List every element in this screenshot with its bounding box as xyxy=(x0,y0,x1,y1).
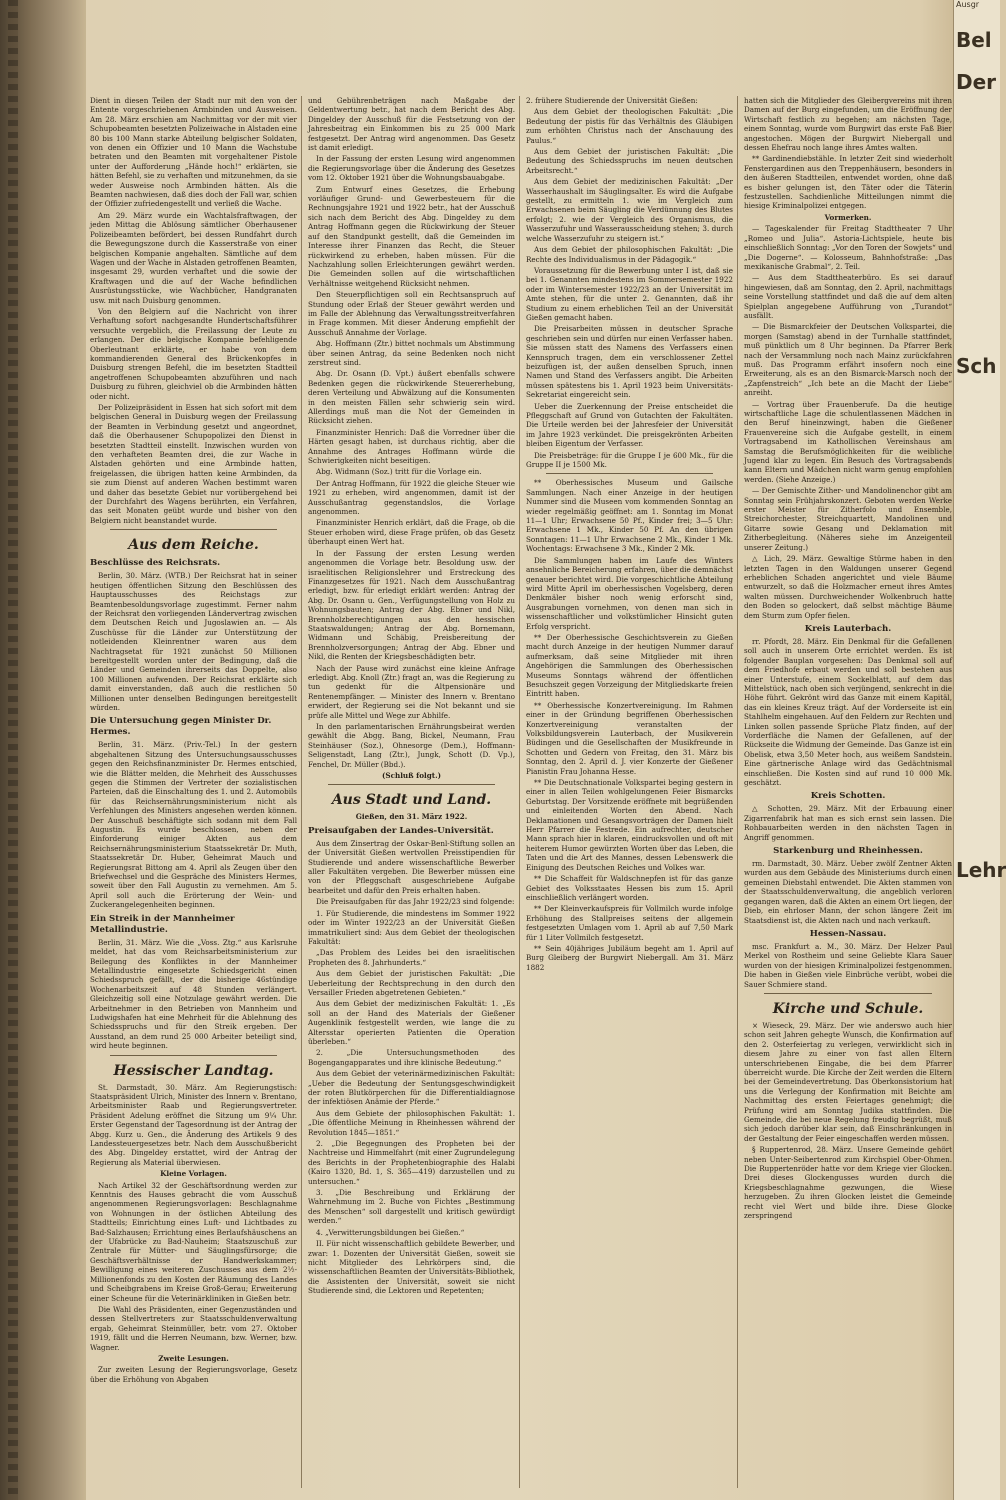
article-heading: Beschlüsse des Reichsrats. xyxy=(90,558,221,569)
article-paragraph: Voraussetzung für die Bewerbung unter I ist, daß sie bei 1. Genannten mindestens im Sommersemester 1922 oder im Wintersemester 1922/23 an der Universität im Amte stehen, für die unter 2. Genannten, daß ihr Studium zu einem erheblichen Teil an der Universität Gießen gemacht haben. xyxy=(526,265,733,322)
article-paragraph: msc. Frankfurt a. M., 30. März. Der Helzer Paul Merkel von Rostheim und seine Geliebte Klara Sauer wurden von der hiesigen Kriminalpolizei festgenommen. Die haben in Gießen viele Einbrüche verübt, wobei die Sauer Schmiere stand. xyxy=(744,941,952,989)
article-paragraph: △ Schotten, 29. März. Mit der Erbauung einer Zigarrenfabrik hat man es sich ernst sein lassen. Die Rohbauarbeiten werden in den nächsten Tagen in Angriff genommen. xyxy=(744,804,952,842)
divider xyxy=(110,1055,277,1056)
article-paragraph: Abg. Hoffmann (Ztr.) bittet nochmals um Abstimmung über seinen Antrag, da seine Bedenken noch nicht zerstreut sind. xyxy=(308,339,515,367)
article-heading: Kreis Schotten. xyxy=(810,791,886,802)
section-heading-stadt: Aus Stadt und Land. xyxy=(331,792,492,809)
column-4 xyxy=(744,96,956,1488)
divider xyxy=(110,529,277,530)
article-paragraph: Nach der Pause wird zunächst eine kleine Anfrage erledigt. Abg. Knoll (Ztr.) fragt an, was die Regierung zu tun gedenkt für die Altpensionäre und Rentenempfänger. — Minister des Innern v. Brentano erwidert, der Regierung sei die Not bekannt und sie prüfe alle Mittel und Wege zur Abhilfe. xyxy=(308,663,515,720)
article-paragraph: — Tageskalender für Freitag Stadttheater 7 Uhr „Romeo und Julia“. Astoria-Lichtspiele, heute bis einschließlich Sonntag: „Vor den Toren der Sowjets“ und „Die Dogerne“. — Kolosseum, Bahnhofstraße: „Das mexikanische Grabmal“, 2. Teil. xyxy=(744,224,952,271)
article-paragraph: Finanzminister Henrich: Daß die Vorredner über die Härten gesagt haben, ist durchaus richtig, aber die Annahme des Antrages Hoffmann würde die Schwierigkeiten nicht beseitigen. xyxy=(308,427,515,466)
article-paragraph: Die Preisaufgaben für das Jahr 1922/23 sind folgende: xyxy=(316,897,515,907)
article-paragraph: — Die Bismarckfeier der Deutschen Volkspartei, die morgen (Samstag) abend in der Turnhalle stattfindet, muß pünktlich um 8 Uhr beginnen. Da Pfarrer Berk nach der Versammlung noch nach Mainz zurückfahren muß. Das Programm erfährt insofern noch eine Erweiterung, als es an den Bismarck-Marsch noch der „Zapfenstreich“ „Ich bete an die Macht der Liebe“ anreiht. xyxy=(744,322,952,398)
article-paragraph: In den parlamentarischen Ernährungsbeirat werden gewählt die Abgg. Bang, Bickel, Neumann, Frau Steinhäuser (Soz.), Ohnesorge (Dem.), Hoffmann-Seligenstadt, Lang (Ztr.), Jungk, Schott (D. Vp.), Fenchel, Dr. Müller (Bbd.). xyxy=(308,722,515,769)
article-paragraph: ** Der Kleinverkaufspreis für Vollmilch wurde infolge Erhöhung des Stallpreises seitens der allgemein festgesetzten Umlagen vom 1. April ab auf 7,50 Mark für 1 Liter Vollmilch festgesetzt. xyxy=(526,904,733,942)
divider xyxy=(764,993,932,994)
article-paragraph: × Wieseck, 29. März. Der wie anderswo auch hier schon seit Jahren gehegte Wunsch, die Konfirmation auf den 2. Osterfeiertag zu verlegen, verwirklicht sich in diesem Jahre zu einer von fast allen Eltern unterschriebenen Eingabe, die bei dem Pfarrer überreicht wurde. Die Kirche der Zeit werden die Eltern bei der Gemeindevertretung. Das Oberkonsistorium hat uns die Verlegung der Konfirmation mit Beichte am Nachmittag des ersten Feiertages genehmigt; die Prüfung wird am Sonntag Judika stattfinden. Die Gemeinde, die bei neue Regelung freudig begrüßt, muß sich jedoch darüber klar sein, daß Einschränkungen in der Gestaltung der Feier eingeschaffen werden müssen. xyxy=(744,1020,952,1143)
section-heading-reich: Aus dem Reiche. xyxy=(128,537,259,554)
article-paragraph: Der Antrag Hoffmann, für 1922 die gleiche Steuer wie 1921 zu erheben, wird angenommen, damit ist der Ausschußantrag gegenstandslos, die Vorlage angenommen. xyxy=(308,478,515,517)
article-paragraph: ** Die Deutschnationale Volkspartei beging gestern in einer in allen Teilen wohlgelungenen Feier Bismarcks Geburtstag. Der Vorsitzende eröffnete mit begrüßenden und einleitenden Worten den Abend. Nach Deklamationen und Gesangsvorträgen der Damen hielt Herr Pfarrer die Festrede. Ein aufrechter, deutscher Mann sprach hier in klaren, eindrucksvollen und oft mit heiterem Humor gewürzten Worten über das Leben, die Taten und die Art des Mannes, dessen Lebenswerk die Einigung des Deutschen Reiches und Volkes war. xyxy=(526,778,733,872)
section-heading-kirche: Kirche und Schule. xyxy=(772,1000,924,1017)
article-paragraph: ** Der Oberhessische Geschichtsverein zu Gießen macht durch Anzeige in der heutigen Nummer darauf aufmerksam, daß seine Mitglieder mit ihren Angehörigen die Sammlungen des Oberhessischen Museums Sonntags während der öffentlichen Besuchszeit gegen Vorzeigung der Mitgliedskarte freien Eintritt haben. xyxy=(526,632,733,699)
subheading: Kleine Vorlagen. xyxy=(160,1169,227,1179)
article-heading: Preisaufgaben der Landes-Universität. xyxy=(308,825,494,836)
article-paragraph: Dient in diesen Teilen der Stadt nur mit den von der Entente vorgeschriebenen Armbinden und Ausweisen. Am 28. März erschien am Nachmittag vor der mit vier Schupobeamten besetzten Polizeiwache in Alstaden eine 80 bis 100 Mann starke Abteilung belgischer Soldaten, von denen ein Offizier und 10 Mann die Wachstube betraten und den Beamten mit vorgehaltener Pistole unter der Aufforderung „Hände hoch!“ erklärten, sie hätten Befehl, sie zu verhaften und mitzunehmen, da sie weder Ausweise noch Armbinden hätten. Als die Beamten nachwiesen, daß dies doch der Fall war, schien der Offizier zufriedengestellt und verließ die Wache. xyxy=(90,96,297,209)
article-paragraph: 2. „Die Begegnungen des Propheten bei der Nachtreise und Himmelfahrt (mit einer Zugrundelegung des Berichts in der Prophetenbiographie des Halabi (Kairo 1320, Bd. 1, S. 365—419) darzustellen und zu untersuchen.“ xyxy=(308,1139,515,1186)
article-heading: Ein Streik in der Mannheimer Metallindustrie. xyxy=(90,913,235,935)
article-paragraph: Von den Belgiern auf die Nachricht von ihrer Verhaftung sofort nachgesandte Hundertschaftsführer versuchte vergeblich, die Freilassung der Leute zu erlangen. Der die belgische Kompanie befehligende Oberleutnant erklärte, er habe von dem kommandierenden General des Brückenkopfes in Duisburg strengen Befehl, die im besetzten Stadtteil angetroffenen Schupobeamten abzuführen und nach Duisburg zu führen, gleichviel ob die Armbinden hätten oder nicht. xyxy=(90,306,297,401)
edge-fragment: Bel xyxy=(956,28,992,52)
article-paragraph: Ueber die Zuerkennung der Preise entscheidet die Pfleggschaft auf Grund von Gutachten der Fakultäten. Die Urteile werden bei der Jahresfeier der Universität im Jahre 1923 verkündet. Die preisgekrönten Arbeiten bleiben Eigentum der Verfasser. xyxy=(526,401,733,449)
column-1 xyxy=(90,96,302,1488)
column-3 xyxy=(526,96,738,1488)
edge-fragment: Der xyxy=(956,70,997,94)
article-paragraph: II. Für nicht wissenschaftlich gebildete Bewerber, und zwar: 1. Dozenten der Universität Gießen, soweit sie nicht Mitglieder des Lehrkörpers sind, die wissenschaftlichen Beamten der Universitäts-Bibliothek, die Assistenten der Universität, soweit sie nicht Studierende sind, die Lektoren und Repetenten; xyxy=(308,1239,515,1296)
subheading: Vormerken. xyxy=(824,212,872,222)
article-paragraph: Aus dem Gebiet der juristischen Fakultät: „Die Ueberleitung der Rechtsprechung in den durch den Versailler Frieden abgetretenen Gebieten.“ xyxy=(308,969,515,997)
article-paragraph: ** Oberhessisches Museum und Gailsche Sammlungen. Nach einer Anzeige in der heutigen Nummer sind die Museen vom kommenden Sonntag an wieder regelmäßig geöffnet: am 1. Sonntag im Monat 11—1 Uhr; Erwachsene 50 Pf., Kinder frei; 3—5 Uhr: Erwachsene 1 Mk., Kinder 50 Pf. An den übrigen Sonntagen: 11—1 Uhr Erwachsene 2 Mk., Kinder 1 Mk. Wochentags: Erwachsene 3 Mk., Kinder 2 Mk. xyxy=(526,478,733,554)
edge-fragment: Ausgr xyxy=(956,0,980,9)
article-paragraph: Aus dem Gebiet der philosophischen Fakultät: „Die Rechte des Individualismus in der Pädagogik.“ xyxy=(526,245,733,264)
article-paragraph: Aus dem Gebiet der medizinischen Fakultät: 1. „Es soll an der Hand des Materials der Gießener Augenklinik festgestellt werden, wie lange die zu Altersstar operierten Patienten die Operation überleben.“ xyxy=(308,999,515,1046)
article-paragraph: St. Darmstadt, 30. März. Am Regierungstisch: Staatspräsident Ulrich, Minister des Innern v. Brentano, Arbeitsminister Raab und Regierungsvertreter. Präsident Adelung eröffnet die Sitzung um 9¼ Uhr. Erster Gegenstand der Tagesordnung ist der Antrag der Abgg. Kurz u. Gen., die Änderung des Artikels 9 des Landessteuergesetzes betr. Nach dem Ausschußbericht des Abg. Dingeldey erstattet, wird der Antrag der Regierung als Material überwiesen. xyxy=(90,1082,297,1167)
article-paragraph: rm. Darmstadt, 30. März. Ueber zwölf Zentner Akten wurden aus dem Gebäude des Ministeriums durch einen gemeinen Diebstahl entwendet. Die Akten stammen von der Staatsschuldenverwaltung, die angeblich verloren gegangen waren, daß die Akten an einem Ort liegen, der Dieb, ein ehrloser Mann, der schon längere Zeit im Staatsdienst ist, die Akten nach und nach verkauft. xyxy=(744,859,952,925)
article-paragraph: — Der Gemischte Zither- und Mandolinenchor gibt am Sonntag sein Frühjahrskonzert. Geboten werden Werke erster Meister für Zitherfolo und Ensemble, Streichorchester, Streichquartett, Mandolinen und Gitarre sowie Gesang und Deklamation mit Zitherbegleitung. (Näheres siehe im Anzeigenteil unserer Zeitung.) xyxy=(744,486,952,552)
article-paragraph: Aus dem Gebiet der veterinärmedizinischen Fakultät: „Ueber die Bedeutung der Sentungsgeschwindigkeit der roten Blutkörperchen für die Differentialdiagnose der infektiösen Anämie der Pferde.“ xyxy=(308,1069,515,1107)
newspaper-columns xyxy=(90,96,958,1488)
article-paragraph: Die Sammlungen haben im Laufe des Winters ansehnliche Bereicherung erfahren, über die demnächst genauer berichtet wird. Die vorgeschichtliche Abteilung wird Mitte April im oberhessischen Vogelsberg, deren Denkmäler bisher noch wenig erforscht sind, Ausgrabungen vornehmen, von denen man sich in wissenschaftlicher und volkstümlicher Hinsicht guten Erfolg verspricht. xyxy=(526,555,733,631)
article-paragraph: Der Polizeipräsident in Essen hat sich sofort mit dem belgischen General in Duisburg wegen der Freilassung der Beamten in Verbindung gesetzt und angeordnet, daß die Oberhausener Schupopolizei den Dienst in besetzten Stadtteil einstellt. Inzwischen wurden von den verhafteten Beamten drei, die zur Wache in Alstaden gehörten und eine Armbinde hatten, freigelassen, die übrigen hatten keine Armbinden, da sie zum Dienst auf anderen Wachen bestimmt waren und daher das besetzte Gebiet nur vorübergehend bei der Durchfahrt des Wagens berührten, ein Verfahren, das seit Monaten geübt wurde und bisher von den Belgiern nicht beanstandet wurde. xyxy=(90,403,297,525)
article-paragraph: ** Oberhessische Konzertvereinigung. Im Rahmen einer in der Gründung begriffenen Oberhessischen Konzertvereinigung veranstalten der Volksbildungsverein Lauterbach, der Musikverein Büdingen und die Gesellschaften der Musikfreunde in Schotten und Gedern von Freitag, den 31. März bis Sonntag, den 2. April d. J. vier Konzerte der Gießener Pianistin Frau Johanna Hesse. xyxy=(526,700,733,776)
article-paragraph: Die Preisbeträge: für die Gruppe I je 600 Mk., für die Gruppe II je 1500 Mk. xyxy=(526,450,733,470)
edge-fragment: Sch xyxy=(956,354,997,378)
article-paragraph: Abg. Dr. Osann (D. Vpt.) äußert ebenfalls schwere Bedenken gegen die rückwirkende Steuererhebung, deren Verteilung und Abwälzung auf die Konsumenten in den meisten Fällen sehr schwierig sein wird. Allerdings muß man die Not der Gemeinden in Rücksicht ziehen. xyxy=(308,369,515,426)
article-heading: Hessen-Nassau. xyxy=(809,928,887,939)
article-paragraph: Zur zweiten Lesung der Regierungsvorlage, Gesetz über die Erhöhung von Abgaben xyxy=(90,1365,297,1384)
article-paragraph: Abg. Widmann (Soz.) tritt für die Vorlage ein. xyxy=(316,467,482,477)
article-paragraph: 2. frühere Studierende der Universität Gießen: xyxy=(526,96,698,105)
divider xyxy=(546,473,713,474)
article-paragraph: 2. „Die Untersuchungsmethoden des Bogengangapparates und ihre klinische Bedeutung.“ xyxy=(308,1048,515,1067)
section-heading-landtag: Hessischer Landtag. xyxy=(113,1062,274,1079)
article-paragraph: Aus dem Gebiete der philosophischen Fakultät: 1. „Die öffentliche Meinung in Rheinhessen während der Revolution 1845—1851.“ xyxy=(308,1108,515,1137)
edge-fragment: Lehr xyxy=(956,858,1006,882)
article-paragraph: Finanzminister Henrich erklärt, daß die Frage, ob die Steuer erhoben wird, diese Frage prüfen, ob das Gesetz überhaupt einen Wert hat. xyxy=(308,518,515,547)
article-paragraph: △ Lich, 29. März. Gewaltige Stürme haben in den letzten Tagen in den Waldungen unserer Gegend erheblichen Schaden angerichtet und viele Bäume entwurzelt, so daß die Holzmacher erneut ihres Amtes walten müssen. Durchweichender Wolkenbruch hatte den Boden so gelockert, daß selbst mächtige Bäume dem Sturm zum Opfer fielen. xyxy=(744,554,952,620)
column-2 xyxy=(308,96,520,1488)
article-paragraph: Aus dem Gebiet der theologischen Fakultät: „Die Bedeutung der pistis für das Verhältnis des Gläubigen zum erhöhten Christus nach der Anschauung des Paulus.“ xyxy=(526,107,733,145)
article-paragraph: § Ruppertenrod, 28. März. Unsere Gemeinde gehört neben Unter-Seibertenrod zum Kirchspiel Ober-Ohmen. Die Ruppertenröder hatte vor dem Kriege vier Glocken. Drei dieses Glockengusses wurden durch die Kriegsbeschlagnahme gezwungen, die Wiese herzugeben. Zu ihren Glocken leistet die Gemeinde recht viel Wert und bilde ihre. Diese Glocke zerspringend xyxy=(744,1145,952,1221)
article-paragraph: Aus dem Zinsertrag der Oskar-Benl-Stiftung sollen an der Universität Gießen wertvollen Preisstipendien für Studierende und andere wissenschaftliche Bewerber aller Fakultäten vergeben. Die Bewerber müssen eine von der Pfleggschaft ausgeschriebene Aufgabe bearbeitet und dafür den Preis erhalten haben. xyxy=(308,838,515,895)
article-paragraph: ** Sein 40jähriges Jubiläum begeht am 1. April auf Burg Gleiberg der Burgwirt Niebergall. Am 31. März 1882 xyxy=(526,943,733,972)
article-paragraph: Berlin, 31. März. Wie die „Voss. Ztg.“ aus Karlsruhe meldet, hat das vom Reichsarbeitsministerium zur Beilegung des Konfliktes in der Mannheimer Metallindustrie eingesetzte Schiedsgericht einen Schiedsspruch gefällt, der die bisherige 46stündige Wochenarbeitszeit auf 48 Stunden verlängert. Gleichzeitig soll eine Notzulage gewährt werden. Die Arbeitnehmer in den Betrieben von Mannheim und Ludwigshafen hat eine Mehrheit für die Ablehnung des Schiedsspruchs und für den Streik ergeben. Der Ausstand, an dem rund 25 000 Arbeiter beteiligt sind, wird heute beginnen. xyxy=(90,937,297,1051)
article-paragraph: Zum Entwurf eines Gesetzes, die Erhebung vorläufiger Grund- und Gewerbesteuern für die Rechnungsjahre 1921 und 1922 betr., hat der Ausschuß sich nach dem Bericht des Abg. Dingeldey zu dem Antrag Hoffmann gegen die Rückwirkung der Steuer auf den Standpunkt gestellt, daß die Gemeinden im Interesse ihrer Finanzen das Recht, die Steuer rückwirkend zu erheben, haben müssen. Für die Nachzahlung sollen Erleichterungen gewährt werden. Die Gemeinden sollen auf die wirtschaftlichen Verhältnisse weitgehend Rücksicht nehmen. xyxy=(308,184,515,288)
article-paragraph: Berlin, 30. März. (WTB.) Der Reichsrat hat in seiner heutigen öffentlichen Sitzung den Beschlüssen des Hauptausschusses des Reichstags zur Beamtenbesoldungsvorlage zugestimmt. Ferner nahm der Reichsrat den vorliegenden Ländervertrag zwischen dem Deutschen Reich und Jugoslawien an. — Als Zuschüsse für die Länder zur Unterstützung der notleidenden Kleinrentner waren aus dem Nachtragsetat für 1921 zunächst 50 Millionen bereitgestellt worden unter der Bedingung, daß die Länder und Gemeinden ihrerseits das Doppelte, also 100 Millionen aufwenden. Der Reichsrat erklärte sich damit einverstanden, daß auch die restlichen 50 Millionen unter denselben Bedingungen bereitgestellt würden. xyxy=(90,571,297,712)
article-paragraph: ** Die Schaffeit für Waldschnepfen ist für das ganze Gebiet des Volksstaates Hessen bis zum 15. April einschließlich verlängert worden. xyxy=(526,874,733,902)
continuation-note: (Schluß folgt.) xyxy=(382,771,441,781)
subheading: Zweite Lesungen. xyxy=(158,1353,229,1363)
dateline: Gießen, den 31. März 1922. xyxy=(355,812,468,822)
article-paragraph: 3. „Die Beschreibung und Erklärung der Wahrnehmung im 2. Buche von Fichtes „Bestimmung des Menschen“ soll dargestellt und kritisch gewürdigt werden.“ xyxy=(308,1188,515,1226)
article-heading: Die Untersuchung gegen Minister Dr. Hermes. xyxy=(90,716,272,738)
article-paragraph: rr. Pfordt, 28. März. Ein Denkmal für die Gefallenen soll auch in unserem Orte errichtet werden. Es ist folgender Bauplan vorgesehen: Das Denkmal soll auf dem Friedhofe erbaut werden und soll bestehen aus einer Unterstufe, einem Sockelblatt, auf dem das Mittelstück, nach oben sich verjüngend, senkrecht in die Höhe führt. Gekrönt wird das Ganze mit einem Kapitäl, das ein kleines Kreuz trägt. Auf der Vorderseite ist ein Stahlhelm eingehauen. Auf den Feldern zur Rechten und Linken sollen passende Sprüche Platz finden, auf der Vorderfläche die Namen der Gefallenen, auf der Rückseite die Widmung der Gemeinde. Das Ganze ist ein Obelisk, etwa 3,50 Meter hoch, aus weißem Sandstein. Eine gärtnerische Anlage wird das Gedächtnismal einschließen. Die Kosten sind auf rund 10 000 Mk. geschätzt. xyxy=(744,636,952,788)
divider xyxy=(328,784,495,785)
article-paragraph: Aus dem Gebiet der juristischen Fakultät: „Die Bedeutung des Schiedsspruchs im neuen deutschen Arbeitsrecht.“ xyxy=(526,147,733,175)
article-heading: Kreis Lauterbach. xyxy=(804,623,892,634)
article-paragraph: und Gebührenbeträgen nach Maßgabe der Geldentwertung betr., hat nach dem Bericht des Abg. Dingeldey der Ausschuß für die Festsetzung von der Jahresbeitrag ein Einkommen bis zu 25 000 Mark festgesetzt. Der Antrag wird angenommen. Das Gesetz ist damit erledigt. xyxy=(308,96,515,153)
adjacent-page-edge xyxy=(953,0,1006,1500)
article-paragraph: Berlin, 31. März. (Priv.-Tel.) In der gestern abgehaltenen Sitzung des Untersuchungsausschusses gegen den Reichsfinanzminister Dr. Hermes entschied, wie die Blätter melden, die Mehrheit des Ausschusses gegen die Stimmen der Vertreter der sozialistischen Parteien, daß die Einschaltung des 1. und 2. Automobils für das Reichsernährungsministerium nicht als Verfehlungen des Ministers angesehen werden können. Der Ausschuß beschäftigte sich sodann mit dem Fall Augustin. Es wurde beschlossen, neben der Einforderung einiger Akten aus dem Reichsernährungsministerium Staatssekretär Dr. Muth, Staatssekretär Dr. Huber, Geheimrat Mauch und Regierungsrat Bittong am 4. April als Zeugen über den Briefwechsel und die Gespräche des Ministers Hermes, soweit über den Fall Augustin zu vernehmen. Am 5. April soll auch die Erörterung der Wein- und Zuckerangelegenheiten beginnen. xyxy=(90,740,297,910)
article-paragraph: — Vortrag über Frauenberufe. Da die heutige wirtschaftliche Lage die schulentlassenen Mädchen in den Beruf hineinzwingt, haben die Gießener Frauenvereine sich die Aufgabe gestellt, in einem Vortragsabend im Kathollischen Vereinshaus am Samstag die Berufsmöglichkeiten für die weibliche Jugend klar zu legen. Ein Besuch des Vortragsabends kann Eltern und Mädchen nicht warm genug empfohlen werden. (Siehe Anzeige.) xyxy=(744,399,952,484)
binding-strip xyxy=(8,0,18,1500)
article-paragraph: ** Gardinendiebstähle. In letzter Zeit sind wiederholt Fenstergardinen aus den Treppenhäusern, besonders in den äußeren Stadtteilen, entwendet worden, ohne daß es bisher gelungen ist, den Täter oder die Täterin festzustellen. Sachdienliche Mitteilungen nimmt die hiesige Kriminalpolizei entgegen. xyxy=(744,154,952,211)
article-paragraph: In der Fassung der ersten Lesung werden angenommen die Vorlage betr. Besoldung usw. der israelitischen Religionslehrer und Erstreckung des Finanzgesetzes für 1921. Nach dem Ausschußantrag erledigt, bzw. für erledigt erklärt werden: Antrag der Abg. Dr. Osann u. Gen., Verfügungstellung von Holz zu Wohnungsbauten; Antrag der Abg. Ebner und Nikl, Brennholzberechtigungen aus den hessischen Staatswaldungen; Antrag der Abg. Bornemann, Widmann und Schäbig, Preisbereitung der Brennholzversorgungen; Antrag der Abg. Ebner und Nikl, die Renten der Kriegsbeschädigten betr. xyxy=(308,548,515,662)
article-paragraph: hatten sich die Mitglieder des Gleibergvereins mit ihren Damen auf der Burg eingefunden, um die Eröffnung der Wirtschaft festlich zu begehen; am nächsten Tage, einem Sonntag, wurde vom Burgwirt das erste Faß Bier angestochen. Mögen der Burgwirt Niebergall und dessen Ehefrau noch lange ihres Amtes walten. xyxy=(744,96,952,153)
article-paragraph: 4. „Verwitterungsbildungen bei Gießen.“ xyxy=(316,1227,465,1237)
article-paragraph: — Aus dem Stadttheaterbüro. Es sei darauf hingewiesen, daß am Sonntag, den 2. April, nachmittags seine Vorstellung stattfindet und daß die auf dem alten Spielplan angegebene Aufführung von „Turandot“ ausfällt. xyxy=(744,273,952,320)
article-paragraph: Aus dem Gebiet der medizinischen Fakultät: „Der Wasserhaushalt im Säuglingsalter. Es wird die Aufgabe gestellt, zu ermitteln 1. wie im Vergleich zum Erwachsenen beim Säugling die Verdünnung des Blutes erfolgt; 2. wie der Vergleich des Organismus, die Wasserzufuhr und Wasserausscheidung stehen; 3. durch welche Wasserzufuhr zu steigern ist.“ xyxy=(526,177,733,243)
article-paragraph: Die Wahl des Präsidenten, einer Gegenzuständen und dessen Stellvertreters zur Staatsschuldenverwaltung ergab, Geheimrat Steinmüller, betr. vom 27. Oktober 1919, fällt und die Herren Neumann, bzw. Werner, bzw. Wagner. xyxy=(90,1304,297,1352)
article-paragraph: 1. Für Studierende, die mindestens im Sommer 1922 oder im Winter 1922/23 an der Universität Gießen immatrikuliert sind: Aus dem Gebiet der theologischen Fakultät: xyxy=(308,908,515,946)
article-paragraph: Die Preisarbeiten müssen in deutscher Sprache geschrieben sein und dürfen nur einen Verfasser haben. Sie müssen statt des Namens des Verfassers einen Kennspruch tragen, dem ein verschlossener Zettel beizufügen ist, der außen denselben Spruch, innen Namen und Stand des Verfassers angibt. Die Arbeiten müssen spätestens bis 1. April 1923 beim Universitäts-Sekretariat eingereicht sein. xyxy=(526,324,733,400)
article-paragraph: Den Steuerpflichtigen soll ein Rechtsanspruch auf Stundung oder Erlaß der Steuer gewährt werden und im Falle der Ablehnung das Verwaltungsstreitverfahren in Frage kommen. Mit dieser Änderung empfiehlt der Ausschuß Annahme der Vorlage. xyxy=(308,290,515,337)
article-paragraph: Nach Artikel 32 der Geschäftsordnung werden zur Kenntnis des Hauses gebracht die vom Ausschuß angenommenen Regierungsvorlagen: Beschlagnahme von Wohnungen in der östlichen Abteilung des Stadtteils; Einrichtung eines Luft- und Lichtbades zu Bad-Salzhausen; Errichtung eines Berlaufshäuschens an der Ufabrücke zu Bad-Nauheim; Staatszuschuß zur Zentrale für Mütter- und Säuglingsfürsorge; die Geschäftsverhältnisse der Handwerkskammer; Bewilligung eines weiteren Zuschusses aus dem 2½-Millionenfonds zu den Kosten der Räumung des Landes und Scheibgrabens im Kreise Groß-Gerau; Erweiterung einer Scheune für die Veterinärkliniken in Gießen betr. xyxy=(90,1180,297,1303)
article-paragraph: „Das Problem des Leides bei den israelitischen Propheten des 8. Jahrhunderts.“ xyxy=(308,948,515,967)
article-heading: Starkenburg und Rheinhessen. xyxy=(773,846,923,857)
article-paragraph: Am 29. März wurde ein Wachtalsfraftwagen, der jeden Mittag die Ablösung sämtlicher Oberhausener Polizeibeamten befördert, bei dessen Rundfahrt durch die Bewegungszone durch die Kasserstraße von einer belgischen Kompanie angehalten. Sämtliche auf dem Wagen und der Wache in Alstaden getroffenen Beamten, insgesamt 29, wurden verhaftet und die sowie der Kraftwagen und die auf der Wache befindlichen Ausrüstungsstücke, wie Wachbücher, Handgranaten usw. mit nach Duisburg genommen. xyxy=(90,210,297,305)
article-paragraph: In der Fassung der ersten Lesung wird angenommen die Regierungsvorlage über die Änderung des Gesetzes vom 12. Oktober 1921 über die Wohnungsbauabgabe. xyxy=(308,154,515,183)
